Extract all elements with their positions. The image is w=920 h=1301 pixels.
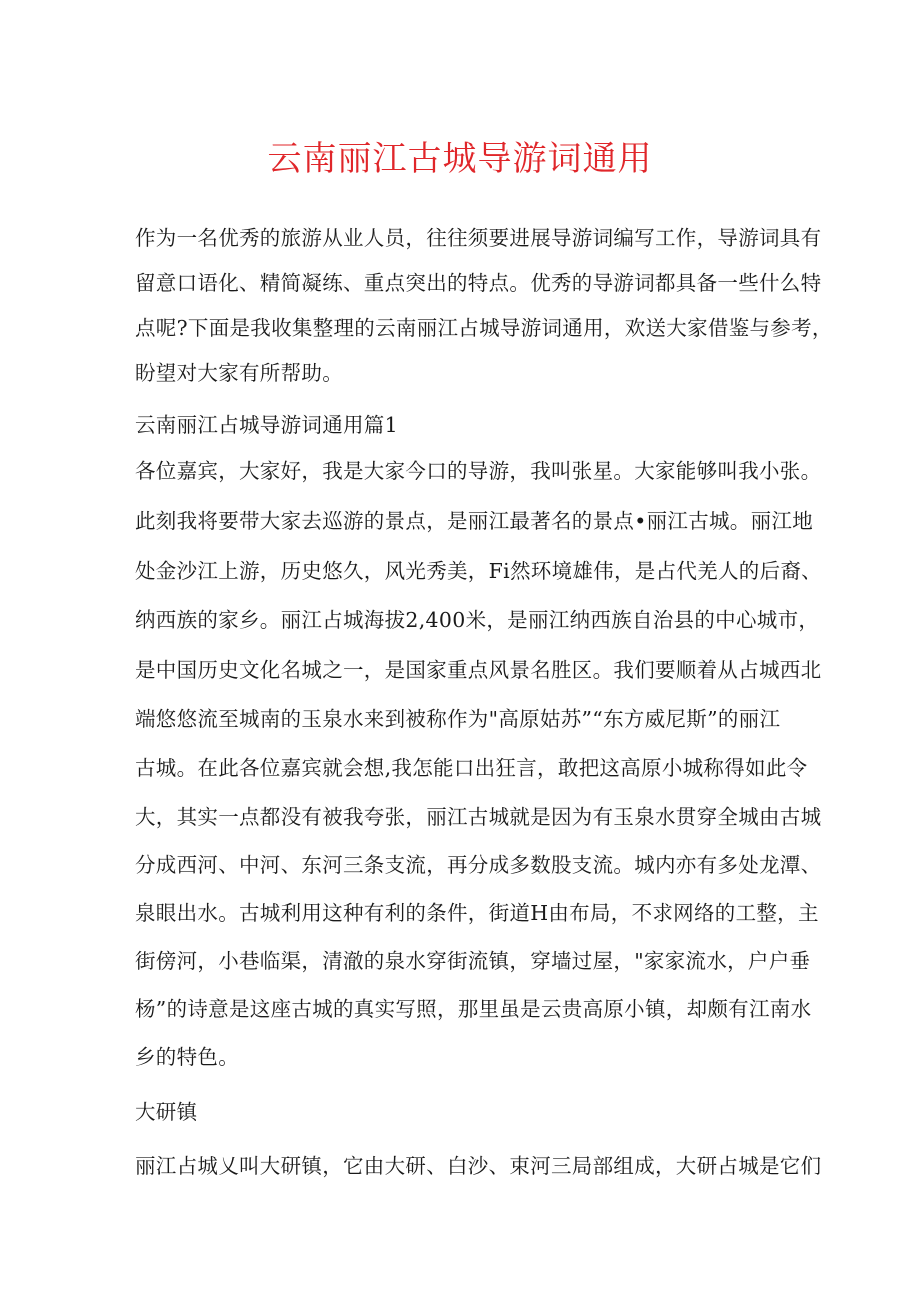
paragraph-line: 留意口语化、精简凝练、重点突出的特点。优秀的导游词都具备一些什么特 <box>135 271 822 295</box>
paragraph-line: 杨”的诗意是这座古城的真实写照，那里虽是云贵高原小镇，却颇有江南水 <box>135 997 812 1021</box>
section-heading: 大研镇 <box>135 1100 198 1124</box>
paragraph-line: 街傍河，小巷临渠，清澈的泉水穿街流镇，穿墙过屋，"家家流水，户户垂 <box>135 949 811 973</box>
paragraph-line: 此刻我将要带大家去巡游的景点，是丽江最著名的景点•丽江古城。丽江地 <box>135 509 813 533</box>
paragraph-line: 各位嘉宾，大家好，我是大家今口的导游，我叫张星。大家能够叫我小张。 <box>135 459 822 483</box>
paragraph-line: 处金沙江上游，历史悠久，风光秀美，Fi然环境雄伟，是占代羌人的后裔、 <box>135 559 822 583</box>
paragraph-line: 大，其实一点都没有被我夸张，丽江古城就是因为有玉泉水贯穿全城由古城 <box>135 805 822 829</box>
document-title: 云南丽江古城导游词通用 <box>267 139 653 179</box>
paragraph-line: 端悠悠流至城南的玉泉水来到被称作为"高原姑苏”“东方威尼斯”的丽江 <box>135 707 781 731</box>
paragraph-line: 作为一名优秀的旅游从业人员，往往须要进展导游词编写工作，导游词具有 <box>135 226 822 250</box>
paragraph-line: 盼望对大家有所帮助。 <box>135 361 343 385</box>
paragraph-line: 纳西族的家乡。丽江占城海拔2,400米，是丽江纳西族自治县的中心城市， <box>135 608 820 632</box>
paragraph-line: 乡的特色。 <box>135 1045 239 1069</box>
paragraph-line: 分成西河、中河、东河三条支流，再分成多数股支流。城内亦有多处龙潭、 <box>135 853 822 877</box>
paragraph-line: 点呢?下面是我收集整理的云南丽江占城导游词通用，欢送大家借鉴与参考， <box>135 316 833 340</box>
paragraph-line: 是中国历史文化名城之一，是国家重点风景名胜区。我们要顺着从占城西北 <box>135 658 822 682</box>
paragraph-line: 泉眼出水。古城利用这种有利的条件，街道H由布局，不求网络的工整，主 <box>135 901 819 925</box>
section-heading: 云南丽江占城导游词通用篇1 <box>135 413 398 437</box>
paragraph-line: 丽江占城乂叫大研镇，它由大研、白沙、束河三局部组成，大研占城是它们 <box>135 1154 822 1178</box>
paragraph-line: 古城。在此各位嘉宾就会想,我怎能口出狂言，敢把这高原小城称得如此令 <box>135 756 808 780</box>
